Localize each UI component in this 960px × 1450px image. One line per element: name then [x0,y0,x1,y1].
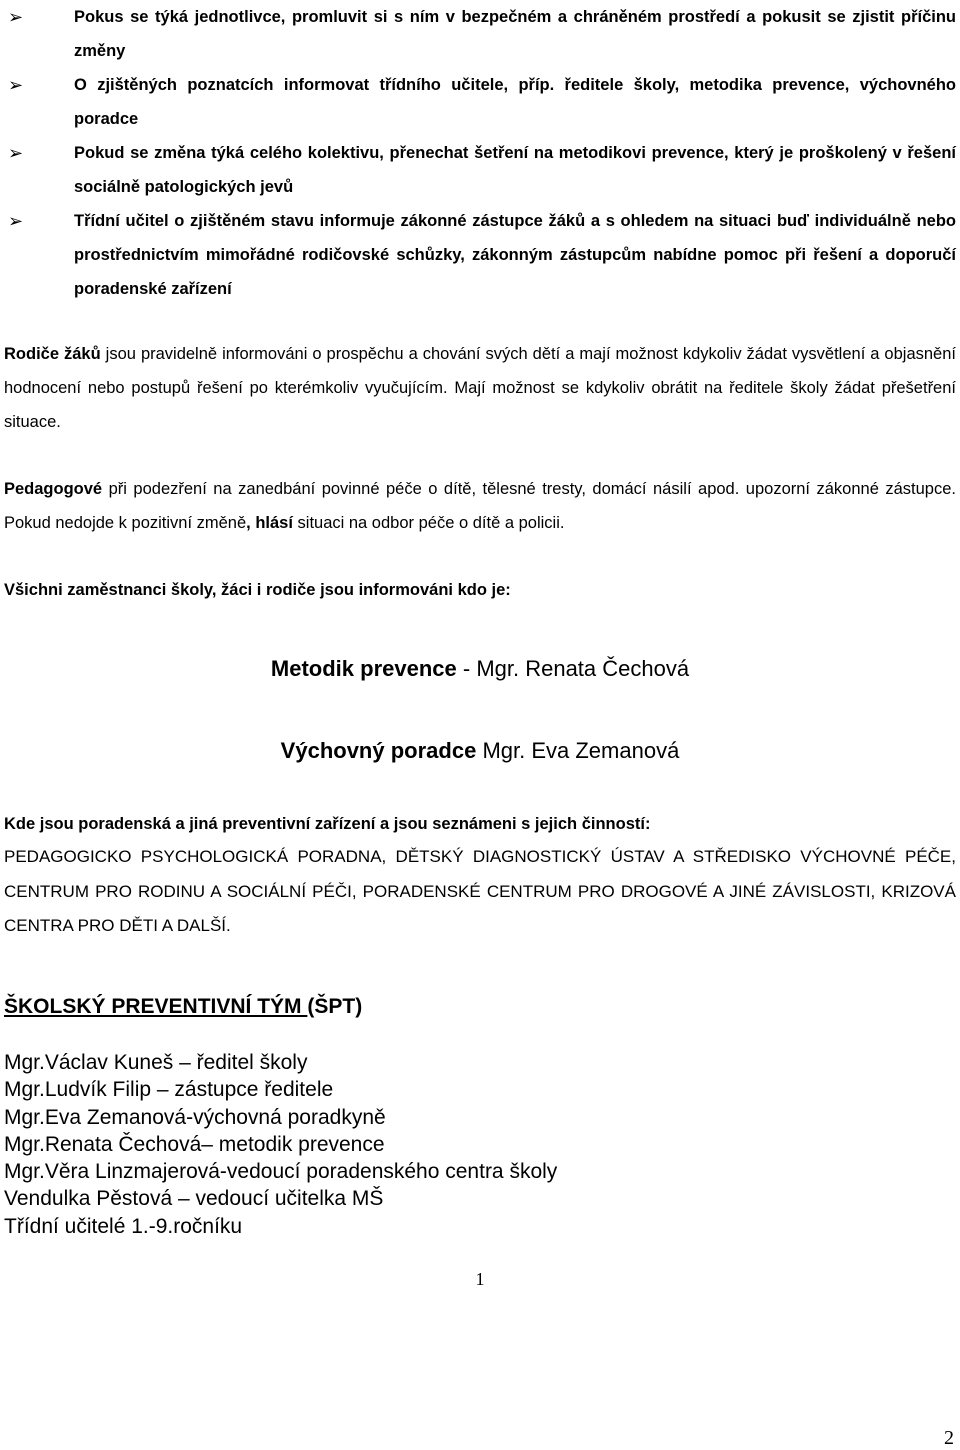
teachers-bold-tail: , hlásí [246,514,293,532]
spt-member: Vendulka Pěstová – vedoucí učitelka MŠ [4,1187,384,1211]
spt-member: Mgr.Václav Kuneš – ředitel školy [4,1051,308,1074]
bullet-item [0,68,960,136]
contact-separator: - [456,656,477,681]
teachers-lead: Pedagogové [4,480,103,498]
teachers-end: situaci na odbor péče o dítě a policii. [292,514,565,532]
spt-members-list [4,1049,557,1240]
spt-title-underlined: ŠKOLSKÝ PREVENTIVNÍ TÝM [4,995,308,1018]
bullet-list [0,0,960,306]
contact-person: Mgr. Renata Čechová [476,656,690,681]
parents-text: jsou pravidelně informováni o prospěchu a chování svých dětí a mají možnost kdykoliv žádat vysvětlení a objasnění hodnocení nebo postupů řešení po kterémkoliv vyučujícím. Mají možnost se kdykoliv obrátit na ředitele školy žádat přešetření situace. [4,345,956,431]
arrowhead-bullet-icon: ➢ [8,211,24,231]
spt-title-rest: (ŠPT) [307,995,363,1018]
facilities-text: PEDAGOGICKO PSYCHOLOGICKÁ PORADNA, DĚTSKÝ DIAGNOSTICKÝ ÚSTAV A STŘEDISKO VÝCHOVNÉ PÉČE, CENTRUM PRO RODINU A SOCIÁLNÍ PÉČI, PORADENSKÉ CENTRUM PRO DROGOVÉ A JINÉ ZÁVISLOSTI, KRIZOVÁ CENTRA PRO DĚTI A DALŠÍ. [4,847,956,935]
spt-member: Mgr.Ludvík Filip – zástupce ředitele [4,1078,334,1102]
page-number-inner: 1 [475,1269,485,1289]
spt-heading [4,991,362,1023]
contact-person: Mgr. Eva Zemanová [482,738,680,763]
teachers-paragraph [4,472,956,540]
contact-counselor [0,736,960,766]
spt-member: Mgr.Eva Zemanová-výchovná poradkyně [4,1105,386,1129]
contact-role: Metodik prevence [270,656,457,681]
arrowhead-bullet-icon: ➢ [8,75,24,95]
contact-role: Výchovný poradce [280,738,477,763]
bullet-text: Pokud se změna týká celého kolektivu, přenechat šetření na metodikovi prevence, který je proškolený v řešení sociálně patologických jevů [74,144,956,196]
arrowhead-bullet-icon: ➢ [8,143,24,163]
parents-lead: Rodiče žáků [4,345,101,363]
teachers-text: při podezření na zanedbání povinné péče o dítě, tělesné tresty, domácí násilí apod. upozorní zákonné zástupce. Pokud nedojde k pozitivní změně [4,480,956,532]
bullet-item [0,204,960,306]
informed-heading: Všichni zaměstnanci školy, žáci i rodiče jsou informováni kdo je: [4,581,511,599]
bullet-item [0,0,960,68]
bullet-text: O zjištěných poznatcích informovat třídního učitele, příp. ředitele školy, metodika prevence, výchovného poradce [74,76,956,128]
spt-member: Mgr.Renata Čechová– metodik prevence [4,1132,385,1156]
arrowhead-bullet-icon: ➢ [8,7,24,27]
page-number-outer: 2 [944,1427,954,1449]
bullet-text: Třídní učitel o zjištěném stavu informuje zákonné zástupce žáků a s ohledem na situaci buď individuálně nebo prostřednictvím mimořádné rodičovské schůzky, zákonným zástupcům nabídne pomoc při řešení a doporučí poradenské zařízení [74,212,956,298]
parents-paragraph [4,337,956,439]
contact-prevention-methodist [0,654,960,684]
bullet-item [0,136,960,204]
facilities-heading: Kde jsou poradenská a jiná preventivní zařízení a jsou seznámeni s jejich činností: [4,815,651,833]
bullet-text: Pokus se týká jednotlivce, promluvit si s ním v bezpečném a chráněném prostředí a pokusit se zjistit příčinu změny [74,8,956,60]
spt-member: Mgr.Věra Linzmajerová-vedoucí poradenského centra školy [4,1160,558,1184]
spt-member: Třídní učitelé 1.-9.ročníku [4,1214,243,1238]
